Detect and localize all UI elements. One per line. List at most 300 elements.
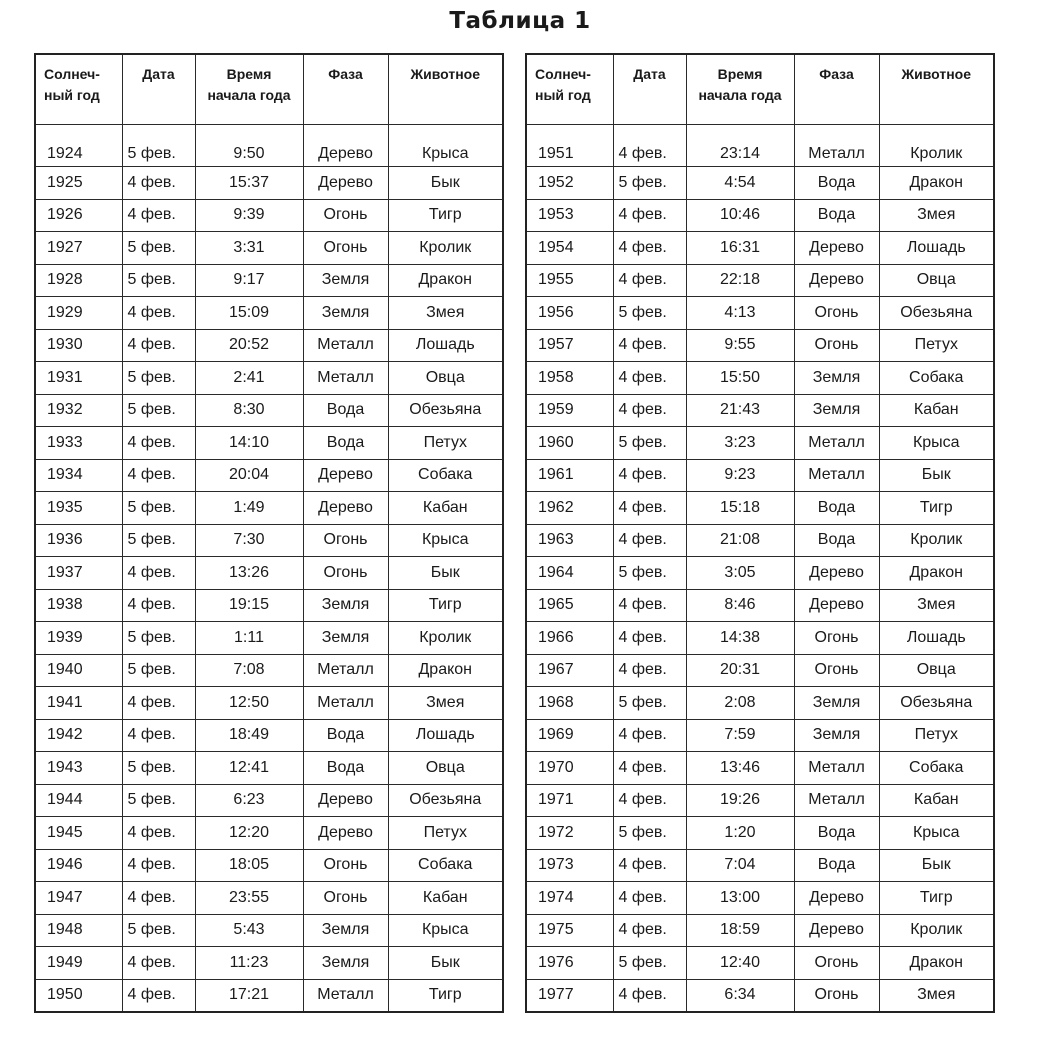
year-cell: 1965	[526, 589, 613, 622]
table-row	[35, 362, 503, 395]
phase-cell: Дерево	[794, 557, 879, 590]
table-row	[526, 589, 994, 622]
time-cell: 10:46	[686, 199, 794, 232]
date-cell: 5 фев.	[122, 752, 195, 785]
phase-cell: Вода	[303, 752, 388, 785]
table-row	[35, 947, 503, 980]
phase-cell: Вода	[303, 394, 388, 427]
phase-cell: Металл	[794, 125, 879, 167]
phase-cell: Земля	[303, 264, 388, 297]
table-row	[526, 654, 994, 687]
animal-cell: Змея	[879, 979, 994, 1012]
table-row	[526, 329, 994, 362]
time-cell: 7:04	[686, 849, 794, 882]
date-cell: 4 фев.	[613, 654, 686, 687]
time-cell: 4:54	[686, 167, 794, 200]
year-cell: 1957	[526, 329, 613, 362]
time-cell: 15:50	[686, 362, 794, 395]
time-cell: 12:20	[195, 817, 303, 850]
year-cell: 1973	[526, 849, 613, 882]
phase-cell: Вода	[794, 524, 879, 557]
phase-cell: Металл	[794, 427, 879, 460]
table-row	[35, 849, 503, 882]
year-table-right	[525, 53, 995, 1013]
phase-cell: Дерево	[794, 232, 879, 265]
header-time-line2: начала года	[207, 87, 291, 103]
table-body	[35, 125, 503, 1013]
header-time	[686, 54, 794, 125]
animal-cell: Тигр	[388, 589, 503, 622]
time-cell: 3:31	[195, 232, 303, 265]
table-row	[35, 719, 503, 752]
animal-cell: Дракон	[388, 264, 503, 297]
year-cell: 1968	[526, 687, 613, 720]
animal-cell: Петух	[388, 817, 503, 850]
phase-cell: Земля	[303, 914, 388, 947]
animal-cell: Кабан	[388, 882, 503, 915]
year-cell: 1928	[35, 264, 122, 297]
animal-cell: Обезьяна	[388, 784, 503, 817]
animal-cell: Кролик	[879, 524, 994, 557]
table-row	[526, 167, 994, 200]
animal-cell: Тигр	[879, 492, 994, 525]
animal-cell: Петух	[388, 427, 503, 460]
year-cell: 1955	[526, 264, 613, 297]
table-row	[35, 394, 503, 427]
time-cell: 13:46	[686, 752, 794, 785]
year-cell: 1926	[35, 199, 122, 232]
table-row	[526, 232, 994, 265]
year-cell: 1971	[526, 784, 613, 817]
table-row	[35, 752, 503, 785]
header-date: Дата	[122, 54, 195, 125]
date-cell: 4 фев.	[122, 947, 195, 980]
time-cell: 21:43	[686, 394, 794, 427]
date-cell: 4 фев.	[122, 329, 195, 362]
header-year-line2: ный год	[44, 87, 100, 103]
table-row	[526, 882, 994, 915]
table-row	[35, 524, 503, 557]
date-cell: 5 фев.	[122, 914, 195, 947]
phase-cell: Дерево	[794, 589, 879, 622]
animal-cell: Кролик	[879, 914, 994, 947]
animal-cell: Кролик	[388, 622, 503, 655]
table-row	[526, 719, 994, 752]
animal-cell: Петух	[879, 719, 994, 752]
time-cell: 7:08	[195, 654, 303, 687]
time-cell: 18:05	[195, 849, 303, 882]
date-cell: 4 фев.	[122, 427, 195, 460]
table-row	[526, 394, 994, 427]
table-row	[35, 654, 503, 687]
table-row	[35, 557, 503, 590]
date-cell: 5 фев.	[122, 362, 195, 395]
date-cell: 5 фев.	[122, 264, 195, 297]
animal-cell: Кабан	[388, 492, 503, 525]
time-cell: 3:05	[686, 557, 794, 590]
table-row	[526, 199, 994, 232]
animal-cell: Бык	[879, 459, 994, 492]
phase-cell: Дерево	[303, 784, 388, 817]
year-cell: 1938	[35, 589, 122, 622]
time-cell: 20:31	[686, 654, 794, 687]
year-cell: 1939	[35, 622, 122, 655]
animal-cell: Крыса	[879, 427, 994, 460]
date-cell: 4 фев.	[613, 914, 686, 947]
time-cell: 20:04	[195, 459, 303, 492]
table-row	[35, 882, 503, 915]
time-cell: 8:46	[686, 589, 794, 622]
phase-cell: Вода	[794, 199, 879, 232]
date-cell: 5 фев.	[613, 167, 686, 200]
date-cell: 4 фев.	[122, 459, 195, 492]
date-cell: 5 фев.	[122, 125, 195, 167]
animal-cell: Змея	[879, 589, 994, 622]
phase-cell: Огонь	[303, 849, 388, 882]
header-year-line1: Солнеч-	[535, 66, 591, 82]
year-cell: 1961	[526, 459, 613, 492]
time-cell: 3:23	[686, 427, 794, 460]
table-row	[35, 167, 503, 200]
phase-cell: Огонь	[794, 979, 879, 1012]
date-cell: 5 фев.	[122, 784, 195, 817]
table-row	[526, 427, 994, 460]
phase-cell: Дерево	[794, 882, 879, 915]
phase-cell: Металл	[303, 979, 388, 1012]
phase-cell: Огонь	[303, 199, 388, 232]
animal-cell: Собака	[879, 362, 994, 395]
table-row	[35, 125, 503, 167]
phase-cell: Металл	[794, 459, 879, 492]
phase-cell: Металл	[303, 329, 388, 362]
year-cell: 1969	[526, 719, 613, 752]
animal-cell: Крыса	[388, 914, 503, 947]
table-row	[526, 914, 994, 947]
animal-cell: Кабан	[879, 784, 994, 817]
date-cell: 4 фев.	[122, 687, 195, 720]
table-row	[35, 297, 503, 330]
header-animal: Животное	[388, 54, 503, 125]
table-row	[35, 622, 503, 655]
time-cell: 17:21	[195, 979, 303, 1012]
time-cell: 21:08	[686, 524, 794, 557]
table-row	[35, 264, 503, 297]
year-cell: 1937	[35, 557, 122, 590]
date-cell: 4 фев.	[613, 524, 686, 557]
phase-cell: Земля	[794, 362, 879, 395]
table-row	[526, 524, 994, 557]
animal-cell: Овца	[879, 654, 994, 687]
animal-cell: Бык	[388, 557, 503, 590]
table-row	[35, 329, 503, 362]
header-time-line2: начала года	[698, 87, 782, 103]
year-cell: 1945	[35, 817, 122, 850]
phase-cell: Земля	[303, 297, 388, 330]
year-cell: 1959	[526, 394, 613, 427]
phase-cell: Земля	[794, 719, 879, 752]
date-cell: 5 фев.	[613, 427, 686, 460]
year-cell: 1944	[35, 784, 122, 817]
animal-cell: Крыса	[879, 817, 994, 850]
year-cell: 1964	[526, 557, 613, 590]
phase-cell: Огонь	[794, 329, 879, 362]
animal-cell: Петух	[879, 329, 994, 362]
table-row	[35, 817, 503, 850]
phase-cell: Дерево	[303, 167, 388, 200]
date-cell: 4 фев.	[613, 125, 686, 167]
animal-cell: Обезьяна	[879, 687, 994, 720]
table-row	[35, 979, 503, 1012]
phase-cell: Металл	[303, 362, 388, 395]
time-cell: 1:20	[686, 817, 794, 850]
date-cell: 5 фев.	[122, 492, 195, 525]
date-cell: 5 фев.	[122, 524, 195, 557]
table-row	[526, 297, 994, 330]
date-cell: 4 фев.	[613, 719, 686, 752]
table-row	[526, 687, 994, 720]
time-cell: 9:23	[686, 459, 794, 492]
date-cell: 4 фев.	[613, 459, 686, 492]
table-row	[35, 427, 503, 460]
phase-cell: Вода	[794, 817, 879, 850]
phase-cell: Дерево	[303, 817, 388, 850]
time-cell: 1:11	[195, 622, 303, 655]
time-cell: 7:59	[686, 719, 794, 752]
table-row	[526, 979, 994, 1012]
header-year-line1: Солнеч-	[44, 66, 100, 82]
year-cell: 1963	[526, 524, 613, 557]
animal-cell: Лошадь	[879, 622, 994, 655]
date-cell: 4 фев.	[122, 557, 195, 590]
phase-cell: Огонь	[303, 882, 388, 915]
table-row	[35, 199, 503, 232]
year-cell: 1946	[35, 849, 122, 882]
phase-cell: Огонь	[794, 654, 879, 687]
date-cell: 5 фев.	[613, 687, 686, 720]
date-cell: 4 фев.	[122, 817, 195, 850]
phase-cell: Огонь	[303, 524, 388, 557]
date-cell: 4 фев.	[613, 232, 686, 265]
date-cell: 4 фев.	[613, 784, 686, 817]
year-cell: 1952	[526, 167, 613, 200]
animal-cell: Лошадь	[879, 232, 994, 265]
phase-cell: Земля	[303, 589, 388, 622]
year-cell: 1941	[35, 687, 122, 720]
year-cell: 1925	[35, 167, 122, 200]
table-row	[35, 687, 503, 720]
time-cell: 5:43	[195, 914, 303, 947]
year-cell: 1934	[35, 459, 122, 492]
animal-cell: Змея	[388, 687, 503, 720]
time-cell: 9:39	[195, 199, 303, 232]
year-cell: 1962	[526, 492, 613, 525]
year-cell: 1967	[526, 654, 613, 687]
time-cell: 13:00	[686, 882, 794, 915]
table-row	[526, 817, 994, 850]
time-cell: 20:52	[195, 329, 303, 362]
date-cell: 4 фев.	[613, 362, 686, 395]
animal-cell: Дракон	[879, 947, 994, 980]
year-cell: 1976	[526, 947, 613, 980]
animal-cell: Обезьяна	[388, 394, 503, 427]
animal-cell: Кролик	[388, 232, 503, 265]
date-cell: 4 фев.	[613, 849, 686, 882]
phase-cell: Металл	[303, 687, 388, 720]
time-cell: 23:55	[195, 882, 303, 915]
year-cell: 1954	[526, 232, 613, 265]
time-cell: 12:50	[195, 687, 303, 720]
header-phase: Фаза	[303, 54, 388, 125]
animal-cell: Дракон	[388, 654, 503, 687]
date-cell: 4 фев.	[122, 167, 195, 200]
animal-cell: Кролик	[879, 125, 994, 167]
time-cell: 15:37	[195, 167, 303, 200]
header-time-line1: Время	[226, 66, 272, 82]
date-cell: 4 фев.	[613, 264, 686, 297]
animal-cell: Тигр	[388, 979, 503, 1012]
phase-cell: Земля	[303, 622, 388, 655]
time-cell: 6:34	[686, 979, 794, 1012]
header-date: Дата	[613, 54, 686, 125]
date-cell: 4 фев.	[613, 492, 686, 525]
header-time-line1: Время	[717, 66, 763, 82]
phase-cell: Огонь	[794, 297, 879, 330]
year-cell: 1933	[35, 427, 122, 460]
date-cell: 5 фев.	[122, 622, 195, 655]
header-year	[35, 54, 122, 125]
animal-cell: Бык	[388, 947, 503, 980]
phase-cell: Вода	[794, 492, 879, 525]
year-cell: 1924	[35, 125, 122, 167]
header-year-line2: ный год	[535, 87, 591, 103]
year-cell: 1975	[526, 914, 613, 947]
time-cell: 2:08	[686, 687, 794, 720]
date-cell: 4 фев.	[613, 589, 686, 622]
animal-cell: Лошадь	[388, 719, 503, 752]
time-cell: 1:49	[195, 492, 303, 525]
date-cell: 4 фев.	[613, 882, 686, 915]
year-cell: 1949	[35, 947, 122, 980]
header-phase: Фаза	[794, 54, 879, 125]
year-cell: 1950	[35, 979, 122, 1012]
time-cell: 16:31	[686, 232, 794, 265]
time-cell: 8:30	[195, 394, 303, 427]
animal-cell: Крыса	[388, 524, 503, 557]
time-cell: 13:26	[195, 557, 303, 590]
time-cell: 18:59	[686, 914, 794, 947]
table-row	[526, 492, 994, 525]
year-cell: 1931	[35, 362, 122, 395]
phase-cell: Огонь	[303, 232, 388, 265]
animal-cell: Тигр	[879, 882, 994, 915]
animal-cell: Овца	[879, 264, 994, 297]
year-cell: 1943	[35, 752, 122, 785]
phase-cell: Вода	[303, 719, 388, 752]
time-cell: 12:40	[686, 947, 794, 980]
table-row	[526, 849, 994, 882]
animal-cell: Овца	[388, 362, 503, 395]
year-cell: 1966	[526, 622, 613, 655]
animal-cell: Кабан	[879, 394, 994, 427]
date-cell: 5 фев.	[613, 557, 686, 590]
date-cell: 5 фев.	[122, 232, 195, 265]
time-cell: 19:26	[686, 784, 794, 817]
header-animal: Животное	[879, 54, 994, 125]
header-row	[35, 54, 503, 125]
phase-cell: Металл	[794, 752, 879, 785]
phase-cell: Дерево	[794, 264, 879, 297]
phase-cell: Дерево	[303, 125, 388, 167]
table-row	[35, 784, 503, 817]
animal-cell: Бык	[879, 849, 994, 882]
date-cell: 4 фев.	[122, 849, 195, 882]
time-cell: 11:23	[195, 947, 303, 980]
date-cell: 4 фев.	[613, 329, 686, 362]
table-row	[526, 362, 994, 395]
year-cell: 1948	[35, 914, 122, 947]
date-cell: 4 фев.	[613, 622, 686, 655]
date-cell: 5 фев.	[122, 394, 195, 427]
table-row	[35, 492, 503, 525]
phase-cell: Дерево	[303, 492, 388, 525]
year-cell: 1927	[35, 232, 122, 265]
time-cell: 4:13	[686, 297, 794, 330]
time-cell: 19:15	[195, 589, 303, 622]
header-time	[195, 54, 303, 125]
date-cell: 4 фев.	[613, 199, 686, 232]
year-cell: 1942	[35, 719, 122, 752]
phase-cell: Металл	[794, 784, 879, 817]
animal-cell: Собака	[388, 849, 503, 882]
animal-cell: Змея	[388, 297, 503, 330]
phase-cell: Огонь	[794, 622, 879, 655]
time-cell: 9:17	[195, 264, 303, 297]
date-cell: 4 фев.	[613, 394, 686, 427]
year-cell: 1935	[35, 492, 122, 525]
year-cell: 1940	[35, 654, 122, 687]
table-row	[526, 622, 994, 655]
animal-cell: Дракон	[879, 557, 994, 590]
table-row	[35, 914, 503, 947]
date-cell: 4 фев.	[613, 979, 686, 1012]
time-cell: 18:49	[195, 719, 303, 752]
table-row	[526, 125, 994, 167]
phase-cell: Вода	[303, 427, 388, 460]
phase-cell: Огонь	[303, 557, 388, 590]
time-cell: 12:41	[195, 752, 303, 785]
date-cell: 5 фев.	[122, 654, 195, 687]
animal-cell: Лошадь	[388, 329, 503, 362]
animal-cell: Собака	[879, 752, 994, 785]
date-cell: 5 фев.	[613, 947, 686, 980]
animal-cell: Обезьяна	[879, 297, 994, 330]
year-cell: 1929	[35, 297, 122, 330]
animal-cell: Тигр	[388, 199, 503, 232]
table-row	[526, 557, 994, 590]
date-cell: 4 фев.	[122, 199, 195, 232]
table-body	[526, 125, 994, 1013]
year-cell: 1951	[526, 125, 613, 167]
time-cell: 14:10	[195, 427, 303, 460]
year-cell: 1936	[35, 524, 122, 557]
animal-cell: Собака	[388, 459, 503, 492]
time-cell: 9:55	[686, 329, 794, 362]
time-cell: 2:41	[195, 362, 303, 395]
year-cell: 1953	[526, 199, 613, 232]
date-cell: 4 фев.	[122, 979, 195, 1012]
year-cell: 1930	[35, 329, 122, 362]
date-cell: 4 фев.	[122, 719, 195, 752]
